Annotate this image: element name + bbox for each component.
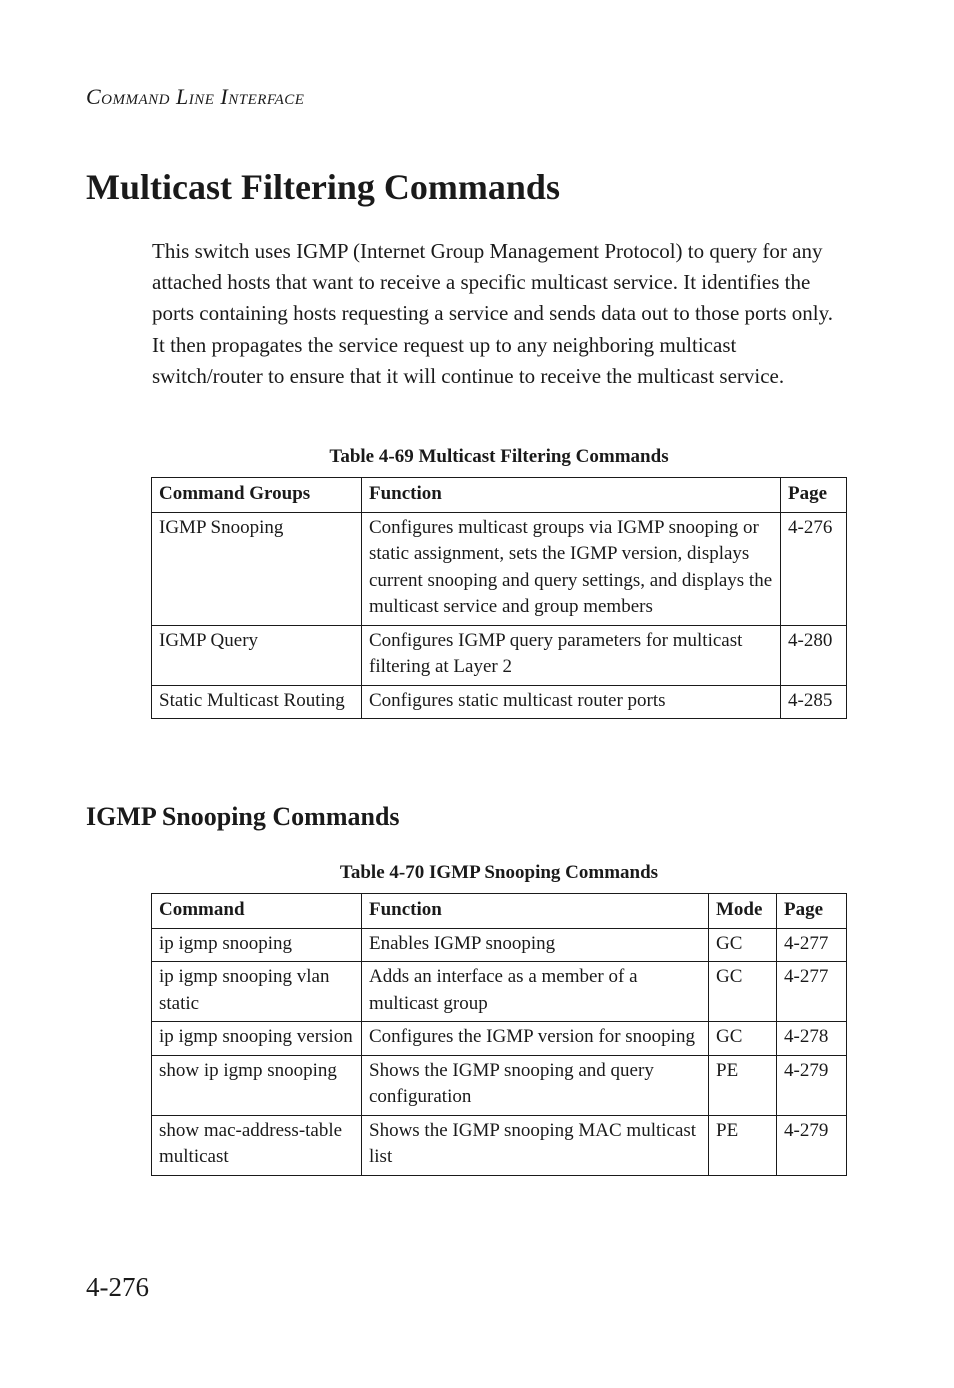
function-cell: Configures IGMP query parameters for multicast filtering at Layer 2 — [362, 625, 781, 685]
section-title: Multicast Filtering Commands — [86, 167, 560, 207]
column-header: Command Groups — [152, 478, 362, 513]
table-row — [152, 625, 847, 685]
command-cell: ip igmp snooping vlan static — [152, 962, 362, 1022]
column-header: Page — [781, 478, 847, 513]
page-cell: 4-277 — [777, 928, 847, 962]
command-cell: show ip igmp snooping — [152, 1055, 362, 1115]
column-header: Mode — [709, 894, 777, 929]
column-header: Function — [362, 894, 709, 929]
mode-cell: GC — [709, 962, 777, 1022]
running-head: Command Line Interface — [86, 84, 305, 109]
table-row — [152, 1022, 847, 1056]
page-number: 4-276 — [86, 1272, 149, 1302]
table-header-row — [152, 894, 847, 929]
table-row — [152, 685, 847, 719]
command-group-cell: IGMP Snooping — [152, 512, 362, 625]
mode-cell: GC — [709, 928, 777, 962]
function-cell: Shows the IGMP snooping MAC multicast list — [362, 1115, 709, 1175]
table-row — [152, 1055, 847, 1115]
table-row — [152, 962, 847, 1022]
page-cell: 4-285 — [781, 685, 847, 719]
command-group-cell: IGMP Query — [152, 625, 362, 685]
page-cell: 4-279 — [777, 1055, 847, 1115]
command-group-cell: Static Multicast Routing — [152, 685, 362, 719]
table-header-row — [152, 478, 847, 513]
page-cell: 4-277 — [777, 962, 847, 1022]
mode-cell: GC — [709, 1022, 777, 1056]
mode-cell: PE — [709, 1055, 777, 1115]
mode-cell: PE — [709, 1115, 777, 1175]
column-header: Function — [362, 478, 781, 513]
page-cell: 4-276 — [781, 512, 847, 625]
page-cell: 4-280 — [781, 625, 847, 685]
page-cell: 4-279 — [777, 1115, 847, 1175]
function-cell: Configures static multicast router ports — [362, 685, 781, 719]
igmp-snooping-table — [151, 893, 847, 1176]
table1-caption: Table 4-69 Multicast Filtering Commands — [329, 446, 669, 467]
intro-paragraph: This switch uses IGMP (Internet Group Management Protocol) to query for any attached hosts that want to receive a specific multicast service. It identifies the ports containing hosts requesting a service and sends data out to those ports only. It then propagates the service request up to any neighboring multicast switch/router to ensure that it will continue to receive the multicast service. — [152, 239, 834, 388]
table2-caption: Table 4-70 IGMP Snooping Commands — [339, 862, 659, 883]
function-cell: Enables IGMP snooping — [362, 928, 709, 962]
table-row — [152, 1115, 847, 1175]
command-cell: ip igmp snooping version — [152, 1022, 362, 1056]
function-cell: Configures multicast groups via IGMP snooping or static assignment, sets the IGMP version, displays current snooping and query settings, and displays the multicast service and group members — [362, 512, 781, 625]
function-cell: Adds an interface as a member of a multicast group — [362, 962, 709, 1022]
table-row — [152, 512, 847, 625]
column-header: Page — [777, 894, 847, 929]
subsection-title: IGMP Snooping Commands — [86, 802, 400, 831]
function-cell: Shows the IGMP snooping and query configuration — [362, 1055, 709, 1115]
multicast-filtering-table — [151, 477, 847, 719]
table-row — [152, 928, 847, 962]
column-header: Command — [152, 894, 362, 929]
function-cell: Configures the IGMP version for snooping — [362, 1022, 709, 1056]
command-cell: show mac-address-table multicast — [152, 1115, 362, 1175]
page-cell: 4-278 — [777, 1022, 847, 1056]
command-cell: ip igmp snooping — [152, 928, 362, 962]
